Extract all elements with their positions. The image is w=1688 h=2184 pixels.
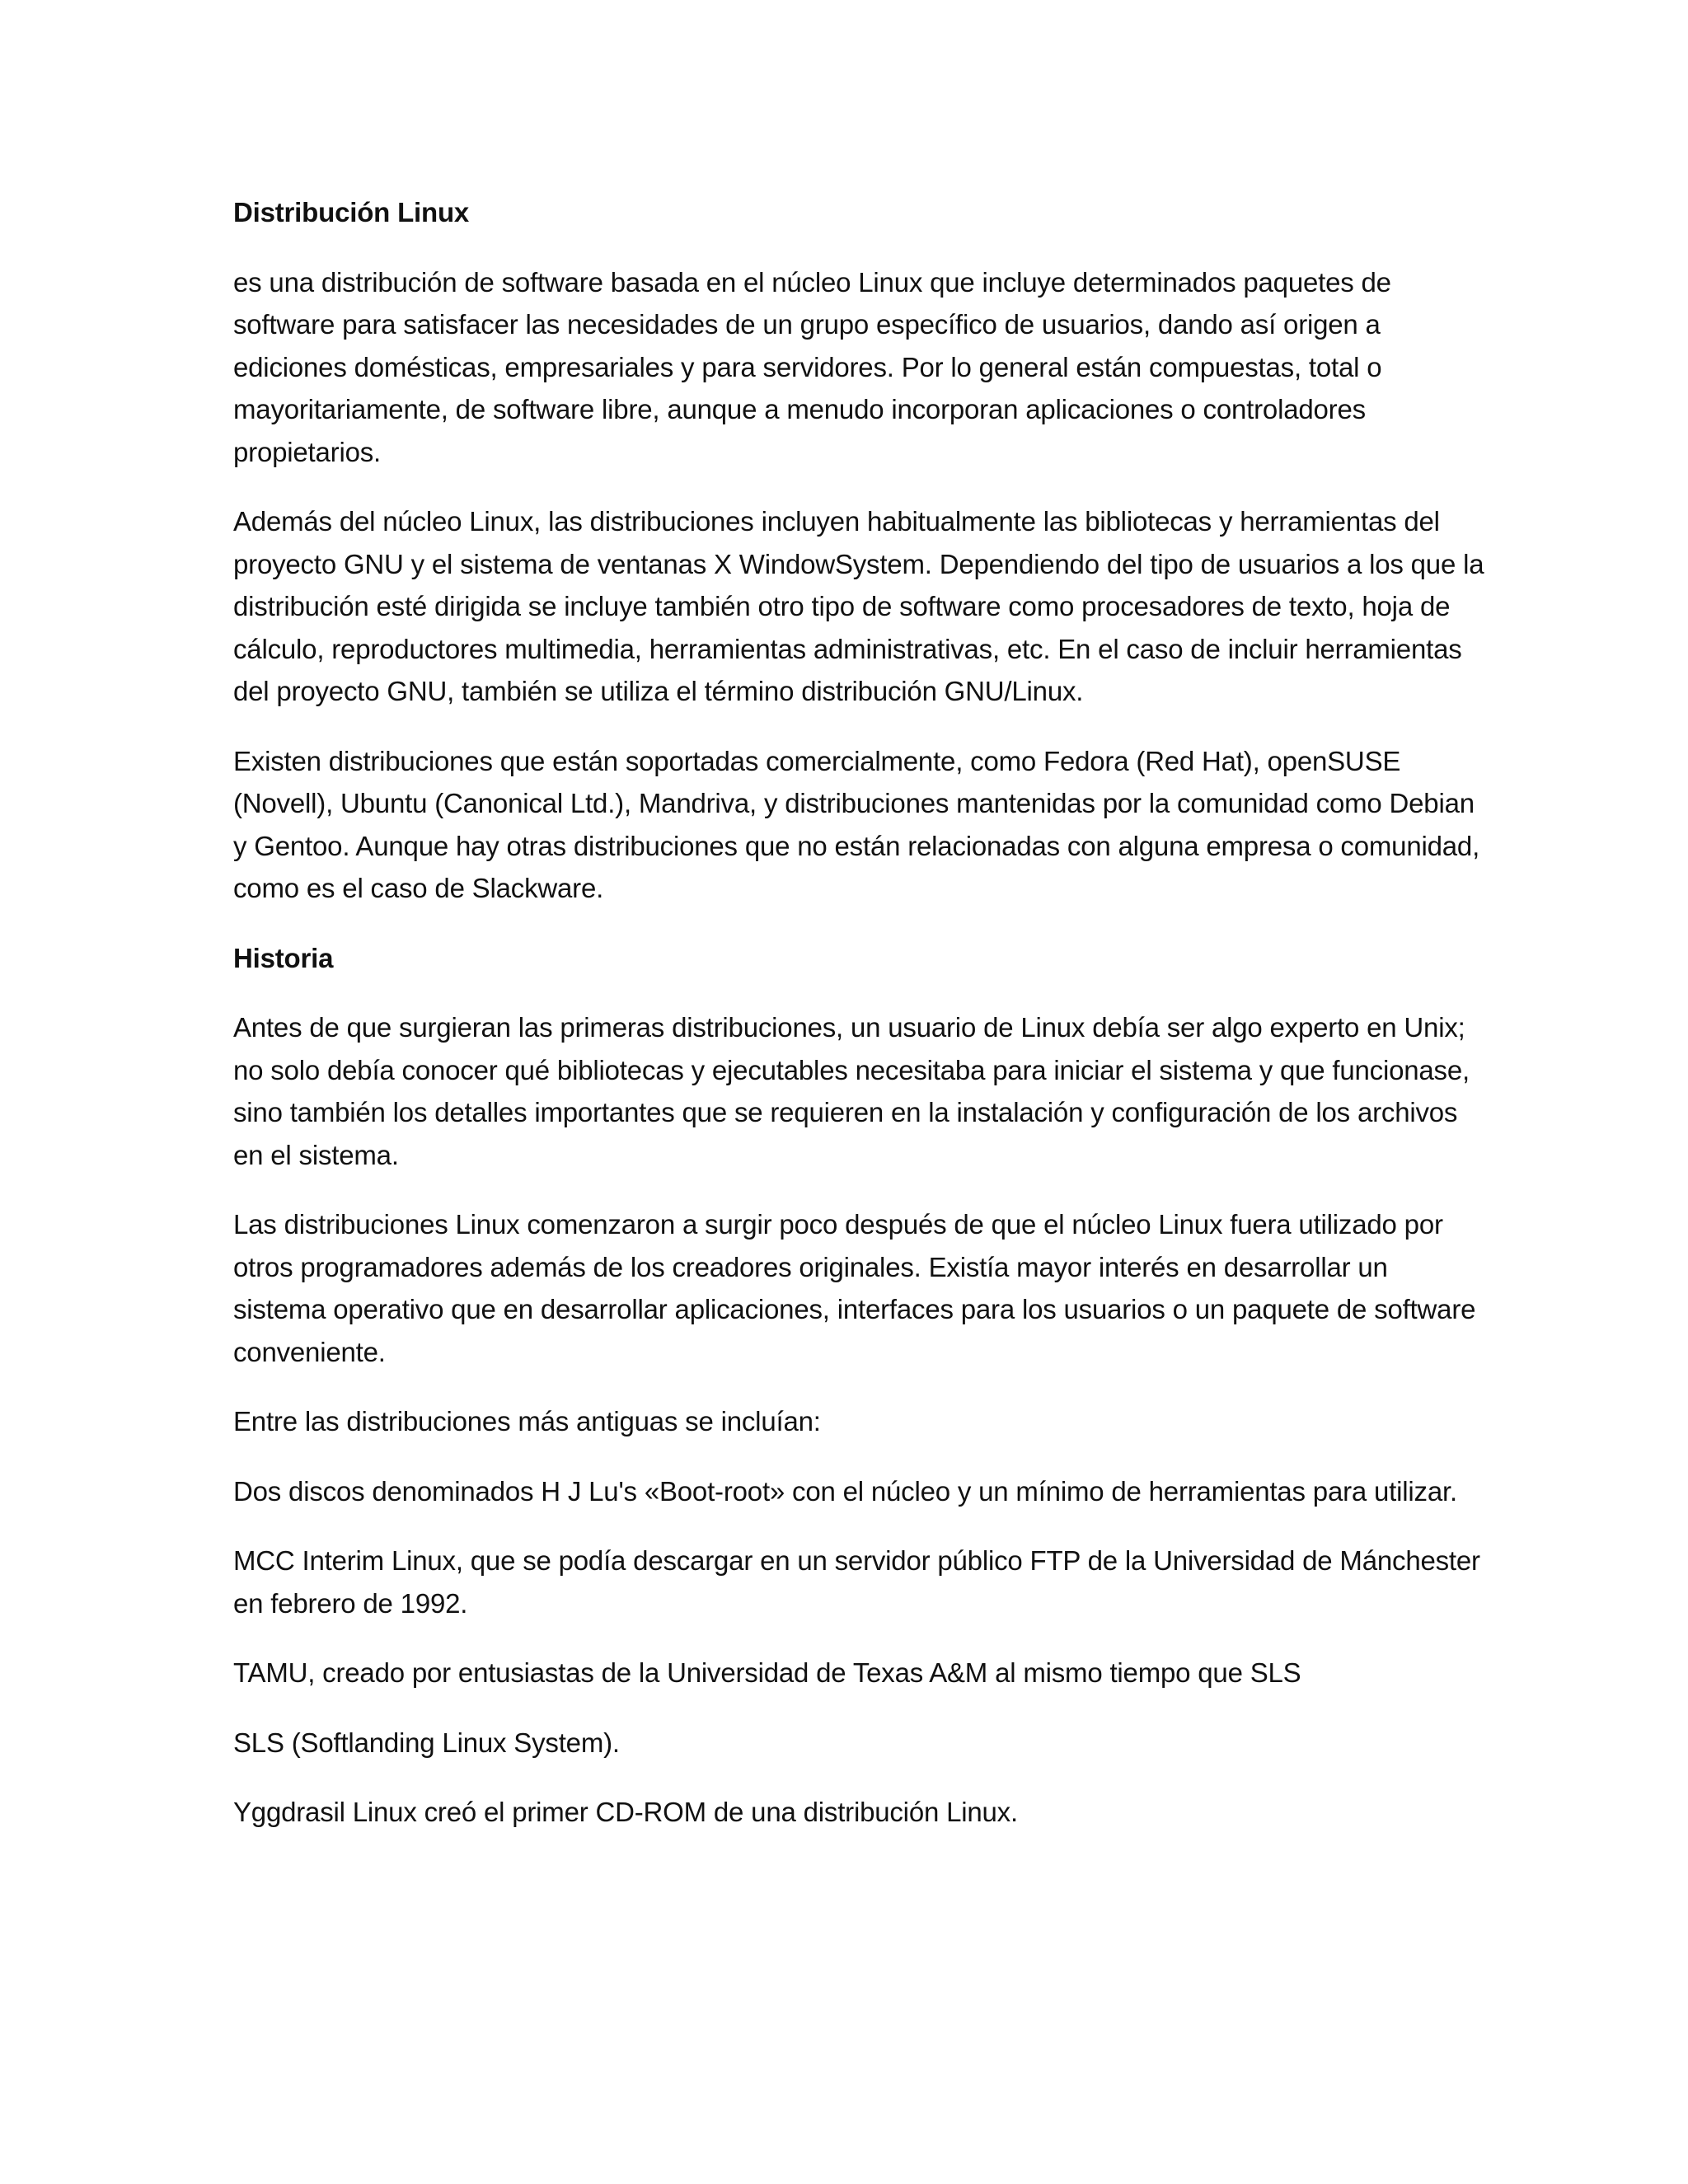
intro-paragraph: Existen distribuciones que están soportadas comercialmente, como Fedora (Red Hat), openSUSE (Novell), Ubuntu (Canonical Ltd.), Mandriva, y distribuciones mantenidas por la comunidad como Debian y Gentoo. Aunque hay otras distribuciones que no están relacionadas con alguna empresa o comunidad, como es el caso de Slackware. [233,745,1480,903]
history-list-item: MCC Interim Linux, que se podía descargar en un servidor público FTP de la Universidad de Mánchester en febrero de 1992. [233,1545,1480,1619]
history-paragraph: Antes de que surgieran las primeras distribuciones, un usuario de Linux debía ser algo experto en Unix; no solo debía conocer qué bibliotecas y ejecutables necesitaba para iniciar el sistema y que funcionase, sino también los detalles importantes que se requieren en la instalación y configuración de los archivos en el sistema. [233,1012,1470,1170]
history-list-item: SLS (Softlanding Linux System). [233,1727,620,1758]
history-paragraph: Las distribuciones Linux comenzaron a surgir poco después de que el núcleo Linux fuera utilizado por otros programadores además de los creadores originales. Existía mayor interés en desarrollar un sistema operativo que en desarrollar aplicaciones, interfaces para los usuarios o un paquete de software conveniente. [233,1209,1476,1367]
document-body [233,191,1486,1861]
intro-paragraph: Además del núcleo Linux, las distribuciones incluyen habitualmente las bibliotecas y herramientas del proyecto GNU y el sistema de ventanas X WindowSystem. Dependiendo del tipo de usuarios a los que la distribución esté dirigida se incluye también otro tipo de software como procesadores de texto, hoja de cálculo, reproductores multimedia, herramientas administrativas, etc. En el caso de incluir herramientas del proyecto GNU, también se utiliza el término distribución GNU/Linux. [233,506,1484,706]
history-heading: Historia [233,942,334,973]
history-list-item: Dos discos denominados H J Lu's «Boot-root» con el núcleo y un mínimo de herramientas para utilizar. [233,1475,1457,1507]
history-paragraph: Entre las distribuciones más antiguas se incluían: [233,1406,821,1436]
document-title: Distribución Linux [233,197,470,227]
history-list-item: Yggdrasil Linux creó el primer CD-ROM de una distribución Linux. [233,1797,1018,1827]
history-list-item: TAMU, creado por entusiastas de la Universidad de Texas A&M al mismo tiempo que SLS [233,1657,1301,1688]
intro-paragraph: es una distribución de software basada en el núcleo Linux que incluye determinados paquetes de software para satisfacer las necesidades de un grupo específico de usuarios, dando así origen a ediciones domésticas, empresariales y para servidores. Por lo general están compuestas, total o mayoritariamente, de software libre, aunque a menudo incorporan aplicaciones o controladores propietarios. [233,266,1391,467]
